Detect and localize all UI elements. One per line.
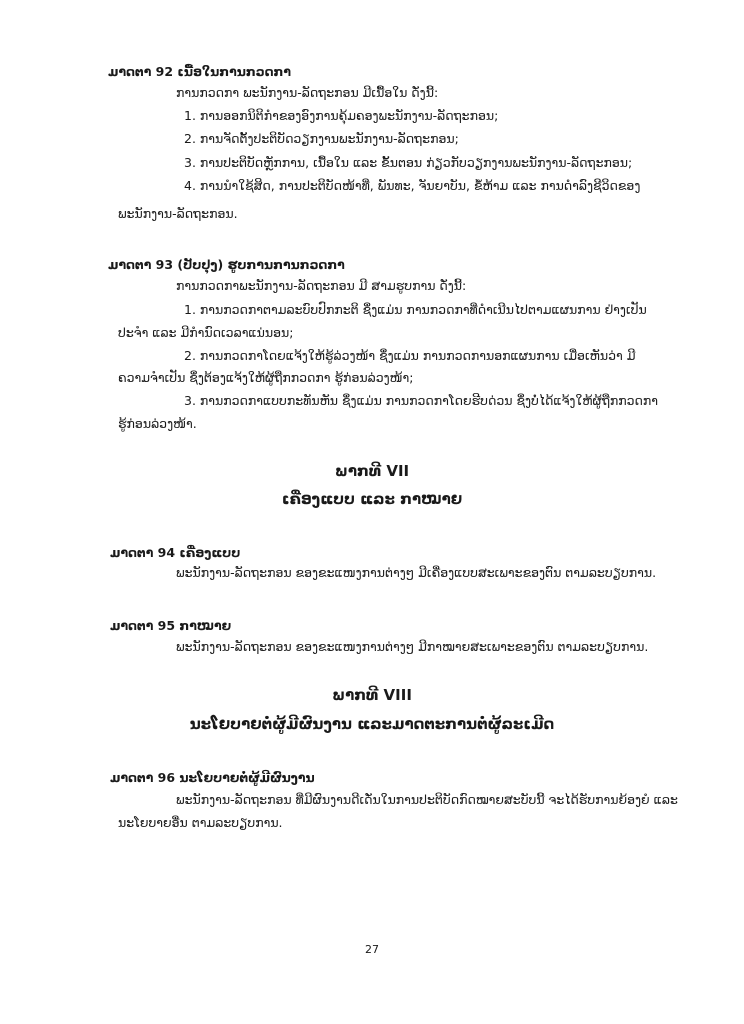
part-7-number: ພາກທີ VII	[334, 462, 410, 480]
article-92-intro: ການກວດກາ ພະນັກງານ-ລັດຖະກອນ ມີເນື້ອໃນ ດັ່ງນີ້:	[176, 85, 439, 100]
article-94-body: ພະນັກງານ-ລັດຖະກອນ ຂອງຂະແໜງການຕ່າງໆ ມີເຄື່ອງແບບສະເພາະຂອງຕົນ ຕາມລະບຽບການ.	[176, 565, 657, 580]
article-92-title: ມາດຕາ 92 ເນື້ອໃນການກວດກາ	[108, 64, 292, 79]
article-96-body-continued: ນະໂຍບາຍອື່ນ ຕາມລະບຽບການ.	[118, 815, 283, 830]
article-92-item-3: 3. ການປະຕິບັດຫຼັກການ, ເນື້ອໃນ ແລະ ຂັ້ນຕອນ ກ່ຽວກັບວຽກງານພະນັກງານ-ລັດຖະກອນ;	[184, 155, 633, 170]
article-95-body: ພະນັກງານ-ລັດຖະກອນ ຂອງຂະແໜງການຕ່າງໆ ມີກາໝາຍສະເພາະຂອງຕົນ ຕາມລະບຽບການ.	[176, 639, 649, 654]
article-95-title: ມາດຕາ 95 ກາໝາຍ	[110, 618, 232, 633]
article-93-item-3-continued: ຮູ້ກ່ອນລ່ວງໜ້າ.	[118, 416, 197, 431]
article-92-item-1: 1. ການອອກນິຕິກຳຂອງອົງການຄຸ້ມຄອງພະນັກງານ-ລັດຖະກອນ;	[184, 108, 499, 123]
article-96-body: ພະນັກງານ-ລັດຖະກອນ ທີ່ມີຜົນງານດີເດັ່ນໃນການປະຕິບັດກົດໝາຍສະບັບນີ້ ຈະໄດ້ຮັບການຍ້ອງຍໍ ແລະ	[176, 792, 678, 807]
article-93-item-2: 2. ການກວດກາໂດຍແຈ້ງໃຫ້ຮູ້ລ່ວງໜ້າ ຊຶ່ງແມ່ນ ການກວດການອກແຜນການ ເມື່ອເຫັນວ່າ ມີ	[184, 348, 636, 363]
article-93-intro: ການກວດກາພະນັກງານ-ລັດຖະກອນ ມີ ສາມຮູບການ ດັ່ງນີ້:	[176, 278, 467, 293]
article-93-item-3: 3. ການກວດກາແບບກະທັນຫັນ ຊຶ່ງແມ່ນ ການກວດກາໂດຍຮີບດ່ວນ ຊຶ່ງບໍ່ໄດ້ແຈ້ງໃຫ້ຜູ້ຖືກກວດກາ	[184, 393, 659, 408]
part-8-number: ພາກທີ VIII	[332, 686, 412, 704]
article-93-title: ມາດຕາ 93 (ປັບປຸງ) ຮູບການການກວດກາ	[108, 257, 345, 272]
article-92-item-4: 4. ການນຳໃຊ້ສິດ, ການປະຕິບັດໜ້າທີ່, ພັນທະ, ຈັນຍາບັນ, ຂໍ້ຫ້າມ ແລະ ການດຳລົງຊີວິດຂອງ	[184, 178, 641, 193]
part-8-title: ນະໂຍບາຍຕໍ່ຜູ້ມີຜົນງານ ແລະມາດຕະການຕໍ່ຜູ້ລະເມີດ	[189, 715, 555, 733]
part-7-title: ເຄື່ອງແບບ ແລະ ກາໝາຍ	[281, 490, 463, 508]
article-92-item-2: 2. ການຈັດຕັ້ງປະຕິບັດວຽກງານພະນັກງານ-ລັດຖະກອນ;	[184, 131, 459, 146]
page-number: 27	[365, 943, 379, 956]
article-93-item-1: 1. ການກວດກາຕາມລະບົບປົກກະຕິ ຊຶ່ງແມ່ນ ການກວດກາທີ່ດຳເນີນໄປຕາມແຜນການ ຢ່າງເປັນ	[184, 302, 647, 317]
article-96-title: ມາດຕາ 96 ນະໂຍບາຍຕໍ່ຜູ້ມີຜົນງານ	[110, 770, 315, 785]
article-93-item-1-continued: ປະຈຳ ແລະ ມີກຳນົດເວລາແນ່ນອນ;	[118, 325, 294, 340]
article-93-item-2-continued: ຄວາມຈຳເປັນ ຊຶ່ງຕ້ອງແຈ້ງໃຫ້ຜູ້ຖືກກວດກາ ຮູ້ກ່ອນລ່ວງໜ້າ;	[118, 370, 414, 385]
article-92-item-4-continued: ພະນັກງານ-ລັດຖະກອນ.	[118, 206, 238, 221]
article-94-title: ມາດຕາ 94 ເຄື່ອງແບບ	[110, 545, 241, 560]
